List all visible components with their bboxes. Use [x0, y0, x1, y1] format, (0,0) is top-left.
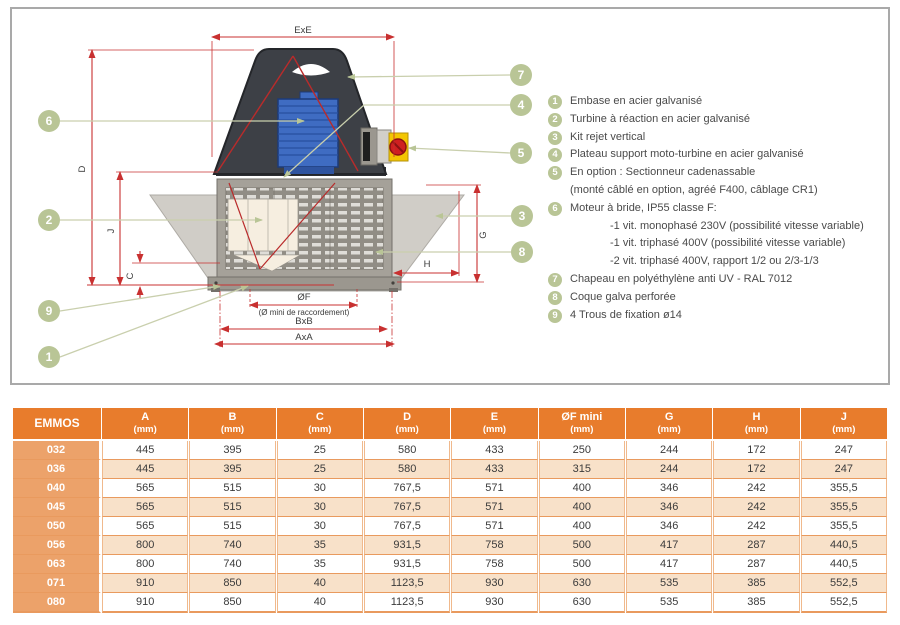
value-cell: 315 — [539, 460, 625, 479]
value-cell: 515 — [189, 479, 275, 498]
table-row — [13, 441, 887, 460]
legend-text: Turbine à réaction en acier galvanisé — [570, 112, 750, 125]
model-cell: 063 — [13, 555, 101, 574]
value-cell: 758 — [451, 536, 537, 555]
value-cell: 931,5 — [364, 536, 450, 555]
value-cell: 850 — [189, 574, 275, 593]
legend-item — [548, 307, 890, 325]
value-cell: 910 — [102, 593, 188, 613]
value-cell: 247 — [801, 441, 887, 460]
column-header: B (mm) — [189, 408, 275, 441]
dim-of: ØF — [297, 292, 311, 303]
callout-5: 5 — [517, 146, 525, 160]
legend-text: -2 vit. triphasé 400V, rapport 1/2 ou 2/3-1/3 — [610, 255, 819, 268]
model-cell: 071 — [13, 574, 101, 593]
value-cell: 417 — [626, 555, 712, 574]
legend-text: -1 vit. triphasé 400V (possibilité vitesse variable) — [610, 237, 846, 250]
dim-bxb: BxB — [295, 316, 313, 327]
value-cell: 247 — [801, 460, 887, 479]
value-cell: 440,5 — [801, 555, 887, 574]
column-header: G (mm) — [626, 408, 712, 441]
value-cell: 800 — [102, 536, 188, 555]
value-cell: 346 — [626, 498, 712, 517]
legend-item — [548, 289, 890, 307]
value-cell: 40 — [277, 574, 363, 593]
column-header: C (mm) — [277, 408, 363, 441]
value-cell: 930 — [451, 593, 537, 613]
legend-number-badge: 9 — [548, 309, 562, 323]
value-cell: 767,5 — [364, 517, 450, 536]
legend — [548, 93, 890, 324]
value-cell: 565 — [102, 479, 188, 498]
value-cell: 580 — [364, 460, 450, 479]
value-cell: 758 — [451, 555, 537, 574]
fixation-hole — [391, 281, 394, 284]
value-cell: 740 — [189, 536, 275, 555]
value-cell: 433 — [451, 441, 537, 460]
callout-8: 8 — [518, 245, 526, 259]
model-cell: 040 — [13, 479, 101, 498]
value-cell: 740 — [189, 555, 275, 574]
value-cell: 552,5 — [801, 574, 887, 593]
callout-6: 6 — [45, 114, 53, 128]
value-cell: 445 — [102, 460, 188, 479]
value-cell: 1123,5 — [364, 593, 450, 613]
legend-item — [548, 93, 890, 111]
legend-number-badge: 4 — [548, 148, 562, 162]
value-cell: 500 — [539, 555, 625, 574]
column-header: ØF mini (mm) — [539, 408, 625, 441]
dimensions-table — [12, 408, 888, 613]
value-cell: 515 — [189, 517, 275, 536]
table-row — [13, 517, 887, 536]
callout-1: 1 — [45, 350, 53, 364]
legend-text: (monté câblé en option, agréé F400, câblage CR1) — [570, 183, 818, 196]
dim-j: J — [106, 228, 117, 234]
column-header: H (mm) — [713, 408, 799, 441]
value-cell: 244 — [626, 441, 712, 460]
value-cell: 172 — [713, 460, 799, 479]
value-cell: 244 — [626, 460, 712, 479]
value-cell: 250 — [539, 441, 625, 460]
table-header-row — [13, 408, 887, 441]
table-row — [13, 479, 887, 498]
dim-d: D — [77, 165, 88, 173]
table-row — [13, 536, 887, 555]
value-cell: 440,5 — [801, 536, 887, 555]
value-cell: 571 — [451, 517, 537, 536]
value-cell: 346 — [626, 479, 712, 498]
column-header: J (mm) — [801, 408, 887, 441]
value-cell: 515 — [189, 498, 275, 517]
dim-h: H — [423, 259, 431, 270]
callout-9: 9 — [45, 304, 53, 318]
value-cell: 630 — [539, 593, 625, 613]
value-cell: 800 — [102, 555, 188, 574]
dim-of-note: (Ø mini de raccordement) — [258, 308, 350, 317]
figure-box — [10, 7, 890, 385]
table-row — [13, 593, 887, 613]
motor — [278, 92, 338, 174]
value-cell: 355,5 — [801, 479, 887, 498]
value-cell: 571 — [451, 498, 537, 517]
callout-2: 2 — [45, 213, 53, 227]
value-cell: 385 — [713, 593, 799, 613]
value-cell: 630 — [539, 574, 625, 593]
callout-7: 7 — [517, 68, 525, 82]
value-cell: 931,5 — [364, 555, 450, 574]
legend-item-line — [548, 182, 890, 200]
value-cell: 355,5 — [801, 498, 887, 517]
value-cell: 535 — [626, 574, 712, 593]
legend-item — [548, 129, 890, 147]
turbine-cutaway — [228, 199, 298, 251]
value-cell: 400 — [539, 517, 625, 536]
model-cell: 045 — [13, 498, 101, 517]
value-cell: 500 — [539, 536, 625, 555]
value-cell: 433 — [451, 460, 537, 479]
value-cell: 1123,5 — [364, 574, 450, 593]
legend-item — [548, 146, 890, 164]
legend-item-line — [548, 253, 890, 271]
value-cell: 346 — [626, 517, 712, 536]
legend-number-badge: 1 — [548, 95, 562, 109]
legend-item — [548, 200, 890, 218]
legend-number-badge: 5 — [548, 166, 562, 180]
callout-4: 4 — [517, 98, 525, 112]
value-cell: 400 — [539, 498, 625, 517]
legend-text: Kit rejet vertical — [570, 130, 646, 143]
base-flange — [208, 277, 401, 290]
dim-exe: ExE — [294, 25, 312, 36]
fixation-hole — [214, 281, 217, 284]
dim-g: G — [478, 231, 489, 239]
value-cell: 580 — [364, 441, 450, 460]
value-cell: 242 — [713, 517, 799, 536]
value-cell: 767,5 — [364, 479, 450, 498]
value-cell: 35 — [277, 555, 363, 574]
base-assembly — [208, 179, 401, 292]
dim-axa: AxA — [295, 332, 313, 343]
legend-item — [548, 164, 890, 182]
value-cell: 30 — [277, 498, 363, 517]
column-header: A (mm) — [102, 408, 188, 441]
value-cell: 565 — [102, 517, 188, 536]
value-cell: 242 — [713, 479, 799, 498]
column-header: E (mm) — [451, 408, 537, 441]
value-cell: 30 — [277, 479, 363, 498]
table-corner-header: EMMOS — [13, 408, 101, 441]
table-row — [13, 555, 887, 574]
legend-text: -1 vit. monophasé 230V (possibilité vitesse variable) — [610, 219, 864, 232]
legend-text: En option : Sectionneur cadenassable — [570, 166, 756, 179]
value-cell: 910 — [102, 574, 188, 593]
model-cell: 056 — [13, 536, 101, 555]
model-cell: 050 — [13, 517, 101, 536]
value-cell: 242 — [713, 498, 799, 517]
value-cell: 385 — [713, 574, 799, 593]
disconnect-switch — [361, 128, 408, 165]
value-cell: 445 — [102, 441, 188, 460]
dim-c: C — [125, 272, 136, 280]
legend-text: Plateau support moto-turbine en acier galvanisé — [570, 148, 804, 161]
value-cell: 287 — [713, 536, 799, 555]
value-cell: 172 — [713, 441, 799, 460]
column-header: D (mm) — [364, 408, 450, 441]
value-cell: 30 — [277, 517, 363, 536]
value-cell: 395 — [189, 441, 275, 460]
legend-number-badge: 6 — [548, 202, 562, 216]
value-cell: 25 — [277, 460, 363, 479]
value-cell: 850 — [189, 593, 275, 613]
value-cell: 930 — [451, 574, 537, 593]
value-cell: 565 — [102, 498, 188, 517]
value-cell: 571 — [451, 479, 537, 498]
value-cell: 767,5 — [364, 498, 450, 517]
legend-text: Moteur à bride, IP55 classe F: — [570, 201, 717, 214]
table-row — [13, 460, 887, 479]
legend-text: Embase en acier galvanisé — [570, 95, 703, 107]
model-cell: 036 — [13, 460, 101, 479]
legend-number-badge: 3 — [548, 131, 562, 145]
legend-item — [548, 111, 890, 129]
legend-text: Chapeau en polyéthylène anti UV - RAL 7012 — [570, 272, 793, 285]
legend-number-badge: 7 — [548, 273, 562, 287]
value-cell: 287 — [713, 555, 799, 574]
value-cell: 400 — [539, 479, 625, 498]
model-cell: 080 — [13, 593, 101, 613]
value-cell: 417 — [626, 536, 712, 555]
table-row — [13, 498, 887, 517]
legend-item-line — [548, 235, 890, 253]
legend-item-line — [548, 218, 890, 236]
legend-text: 4 Trous de fixation ø14 — [570, 308, 682, 321]
value-cell: 535 — [626, 593, 712, 613]
value-cell: 25 — [277, 441, 363, 460]
value-cell: 395 — [189, 460, 275, 479]
value-cell: 355,5 — [801, 517, 887, 536]
legend-number-badge: 2 — [548, 113, 562, 127]
model-cell: 032 — [13, 441, 101, 460]
table-row — [13, 574, 887, 593]
value-cell: 40 — [277, 593, 363, 613]
legend-item — [548, 271, 890, 289]
callout-3: 3 — [518, 209, 526, 223]
table-body — [13, 441, 887, 613]
legend-text: Coque galva perforée — [570, 290, 676, 303]
value-cell: 552,5 — [801, 593, 887, 613]
legend-number-badge: 8 — [548, 291, 562, 305]
value-cell: 35 — [277, 536, 363, 555]
